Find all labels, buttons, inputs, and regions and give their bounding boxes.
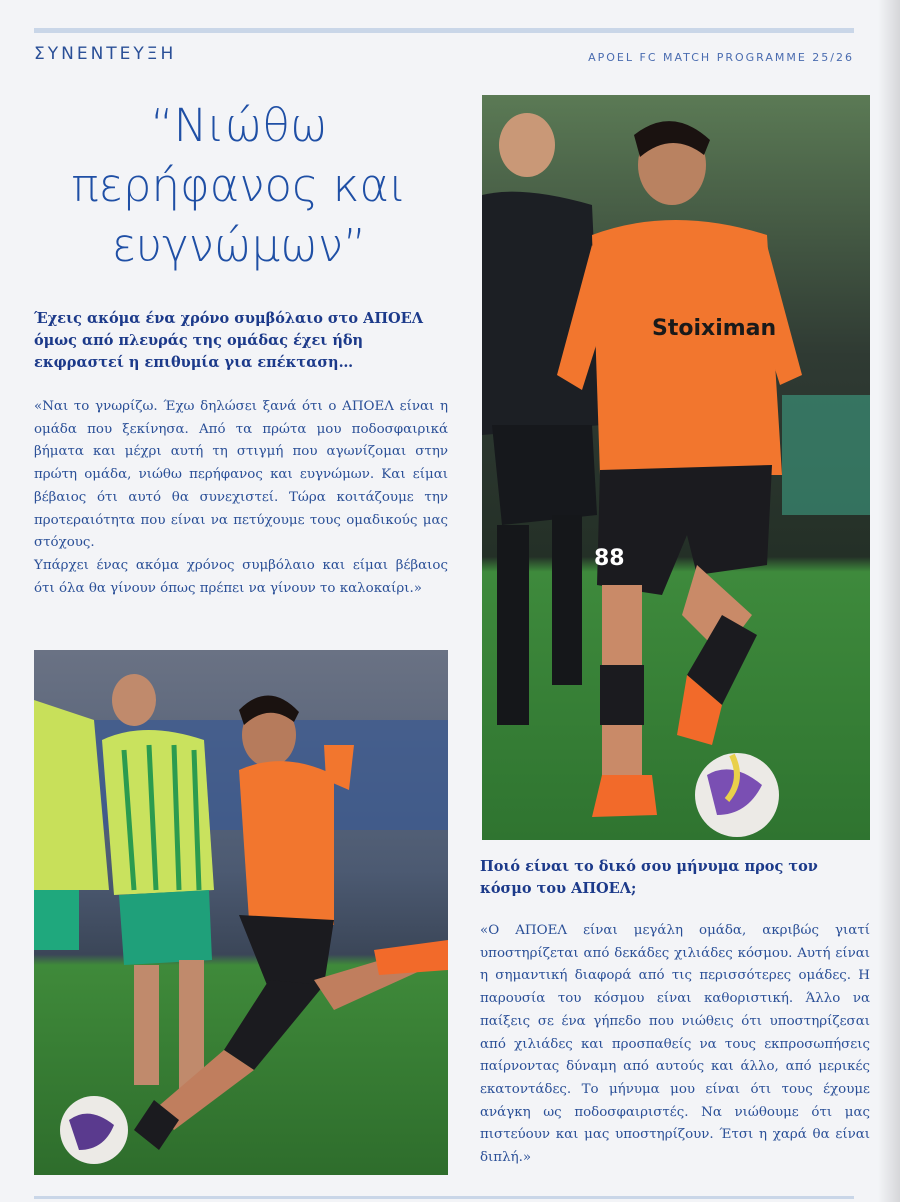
- interview-answer-1: [34, 396, 448, 600]
- interview-question-2: Ποιό είναι το δικό σου μήνυμα προς τον κόσμο του ΑΠΟΕΛ;: [480, 858, 818, 897]
- football-player-shooting-icon: [34, 650, 448, 1175]
- kit-sponsor-text: Stoiximan: [652, 316, 777, 341]
- interview-answer-2: [480, 920, 870, 1170]
- interview-question-1: Έχεις ακόμα ένα χρόνο συμβόλαιο στο ΑΠΟΕΛ όμως από πλευράς της ομάδας έχει ήδη εκφραστεί η επιθυμία για επέκταση…: [34, 310, 423, 371]
- headline: [34, 96, 444, 276]
- bottom-divider: [34, 1196, 854, 1199]
- section-label: ΣΥΝΕΝΤΕΥΞΗ: [34, 44, 177, 64]
- player-running-photo: [482, 95, 870, 840]
- page-edge-shadow: [878, 0, 900, 1202]
- answer-paragraph: «Ναι το γνωρίζω. Έχω δηλώσει ξανά ότι ο ΑΠΟΕΛ είναι η ομάδα που ξεκίνησα. Από τα πρώτα μου ποδοσφαιρικά βήματα και μέχρι αυτή τη στιγμή που αγωνίζομαι στην πρώτη ομάδα, νιώθω περήφανος και ευγνώμων. Και είμαι βέβαιος ότι αυτό θα συνεχιστεί. Τώρα κοιτάζουμε την προτεραιότητα που είναι να πετύχουμε τους ομαδικούς μας στόχους.: [34, 399, 448, 551]
- player-shooting-photo: [34, 650, 448, 1175]
- headline-line: περήφανος και: [71, 159, 407, 212]
- answer-paragraph: «Ο ΑΠΟΕΛ είναι μεγάλη ομάδα, ακριβώς γιατί υποστηρίζεται από δεκάδες χιλιάδες κόσμου. Αυτή είναι η σημαντική διαφορά από τις περισσότερες ομάδες. Η παρουσία του κόσμου είναι καθοριστική. Άλλο να παίξεις σε ένα γήπεδο που νιώθεις ότι υποστηρίζεσαι από χιλιάδες και προσπαθείς να τους εκπροσωπήσεις παίρνοντας δύναμη από αυτούς και άλλο, από μερικές εκατοντάδες. Το μήνυμα μου είναι ότι τους έχουμε ανάγκη ως ποδοσφαιριστές. Να νιώθουμε ότι μας πιστεύουν και μας υποστηρίζουν. Έτσι η χαρά θα είναι διπλή.»: [480, 923, 870, 1166]
- shirt-number-text: 88: [594, 546, 625, 571]
- programme-label: APOEL FC MATCH PROGRAMME 25/26: [588, 51, 854, 64]
- headline-line: “Νιώθω: [150, 99, 328, 152]
- headline-line: ευγνώμων”: [111, 219, 367, 272]
- top-divider: [34, 28, 854, 33]
- football-player-running-icon: [482, 95, 870, 840]
- answer-paragraph: Υπάρχει ένας ακόμα χρόνος συμβόλαιο και είμαι βέβαιος ότι όλα θα γίνουν όπως πρέπει να γίνουν το καλοκαίρι.»: [34, 557, 448, 596]
